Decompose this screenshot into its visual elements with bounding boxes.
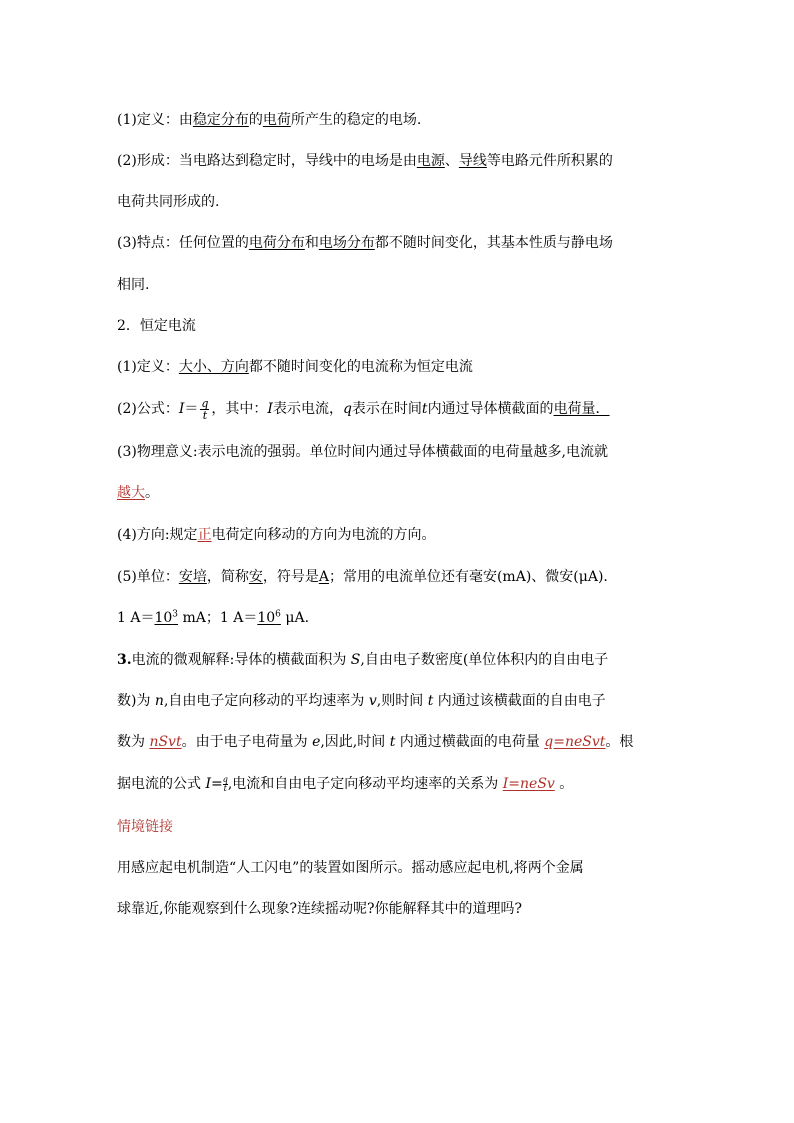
current-formula [117,396,717,422]
text: (3)特点：任何位置的 [117,235,249,251]
text: ,电流和自由电子定向移动平均速率的关系为 [227,776,503,792]
text: (2)形成：当电路达到稳定时，导线中的电场是由 [117,153,417,169]
math-var: e [312,734,321,750]
current-direction [117,526,717,544]
current-meaning-cont [117,484,717,502]
blank-answer: 电荷分布 [248,235,305,251]
text: ,则时间 [376,693,428,709]
text: 都不随时间变化的电流称为恒定电流 [248,359,473,375]
text: (1)定义： [117,359,179,375]
text: ,因此,时间 [320,734,390,750]
text: 据电流的公式 [117,776,206,792]
current-definition [117,358,717,376]
text: 1 A＝ [117,610,155,626]
text: 数)为 [117,693,155,709]
blank-answer: nSvt [149,734,182,750]
math-var: q [342,401,352,417]
text: 等电路元件所积累的 [486,153,613,169]
current-unit [117,568,717,586]
text: 内通过横截面的电荷量 [395,734,545,750]
field-definition [117,111,717,129]
heading-text: 2．恒定电流 [117,318,196,334]
text: mA；1 A＝ [178,610,258,626]
field-feature [117,234,717,252]
blank-answer: 安 [248,569,263,585]
micro-line1 [117,651,717,669]
math-var: S [350,652,361,668]
math-var: I [267,401,273,417]
text: ，其中： [211,401,268,417]
text: = [210,776,223,792]
math-var: I [178,401,185,417]
text: ,自由电子数密度(单位体积内的自由电子 [360,652,609,668]
fraction-num: q [222,774,228,784]
text: (2)公式： [117,401,179,417]
blank-answer: 电场分布 [318,235,375,251]
math-var: t [421,401,428,417]
blank-answer [257,610,281,626]
blank-answer: I=neSv [502,776,555,792]
section-number: 3. [117,652,132,668]
text: ，简称 [206,569,249,585]
text: ,自由电子定向移动的平均速率为 [163,693,369,709]
field-formation [117,152,717,170]
math-var: t [427,693,434,709]
text: 都不随时间变化，其基本性质与静电场 [374,235,613,251]
blank-answer: A [318,569,329,585]
math-var: v [368,693,377,709]
text: 用感应起电机制造“人工闪电”的装置如图所示。摇动感应起电机,将两个金属 [117,860,584,876]
math-var: t [389,734,396,750]
blank-answer: q=neSvt [544,734,606,750]
heading-text: 情境链接 [117,819,173,835]
fraction-num: q [201,396,209,410]
field-feature-cont [117,276,717,294]
text: 表示电流， [272,401,343,417]
text: 数为 [117,734,150,750]
text: 和 [304,235,319,251]
exponent: 6 [275,609,281,620]
text: 表示在时间 [351,401,422,417]
text: 。 [554,776,574,792]
text: (3)物理意义:表示电流的强弱。单位时间内通过导体横截面的电荷量越多,电流就 [117,444,608,460]
text: (5)单位： [117,569,179,585]
text: 。 [145,485,159,501]
micro-line3 [117,733,717,751]
blank-answer: 电荷 [262,112,291,128]
field-formation-cont [117,193,717,211]
text: 相同. [117,277,150,293]
math-var: n [154,693,164,709]
micro-line2 [117,692,717,710]
blank-answer: 稳定分布 [192,112,249,128]
blank-answer [154,610,178,626]
blank-answer: 导线 [458,153,487,169]
text: (1)定义：由 [117,112,193,128]
blank-answer: 电源 [416,153,445,169]
blank-answer: 越大 [117,485,145,501]
text: ；常用的电流单位还有毫安(mA)、微安(μA). [328,569,608,585]
text: μA. [280,610,310,626]
text: 电荷定向移动的方向为电流的方向。 [211,527,436,543]
math-var: I [205,776,211,792]
blank-answer: 电荷量． [553,401,610,417]
unit-conversion [117,609,717,627]
text: 球靠近,你能观察到什么现象?连续摇动呢?你能解释其中的道理吗? [117,901,522,917]
situation-heading [117,818,717,836]
micro-line4 [117,772,717,796]
fraction-den: t [223,783,227,793]
text: 的 [248,112,263,128]
text: 所产生的稳定的电场. [290,112,422,128]
text: 10 [257,610,276,626]
text: 、 [444,153,459,169]
text: (4)方向:规定 [117,527,198,543]
blank-answer: 正 [197,527,212,543]
text: ＝ [184,401,199,417]
blank-answer: 大小、方向 [178,359,249,375]
text: 。由于电子电荷量为 [181,734,313,750]
text: 内通过导体横截面的 [427,401,554,417]
situation-line2 [117,900,717,918]
exponent: 3 [172,609,179,620]
text: ，符号是 [262,569,319,585]
situation-line1 [117,859,717,877]
section-heading [117,317,717,335]
fraction-den: t [202,408,208,422]
current-meaning [117,443,717,461]
blank-answer: 安培 [178,569,207,585]
text: 电荷共同形成的. [117,194,220,210]
text: 电流的微观解释:导体的横截面积为 [131,652,351,668]
text: 10 [154,610,173,626]
text: 内通过该横截面的自由电子 [433,693,606,709]
text: 。根 [605,734,634,750]
fraction [200,398,209,421]
